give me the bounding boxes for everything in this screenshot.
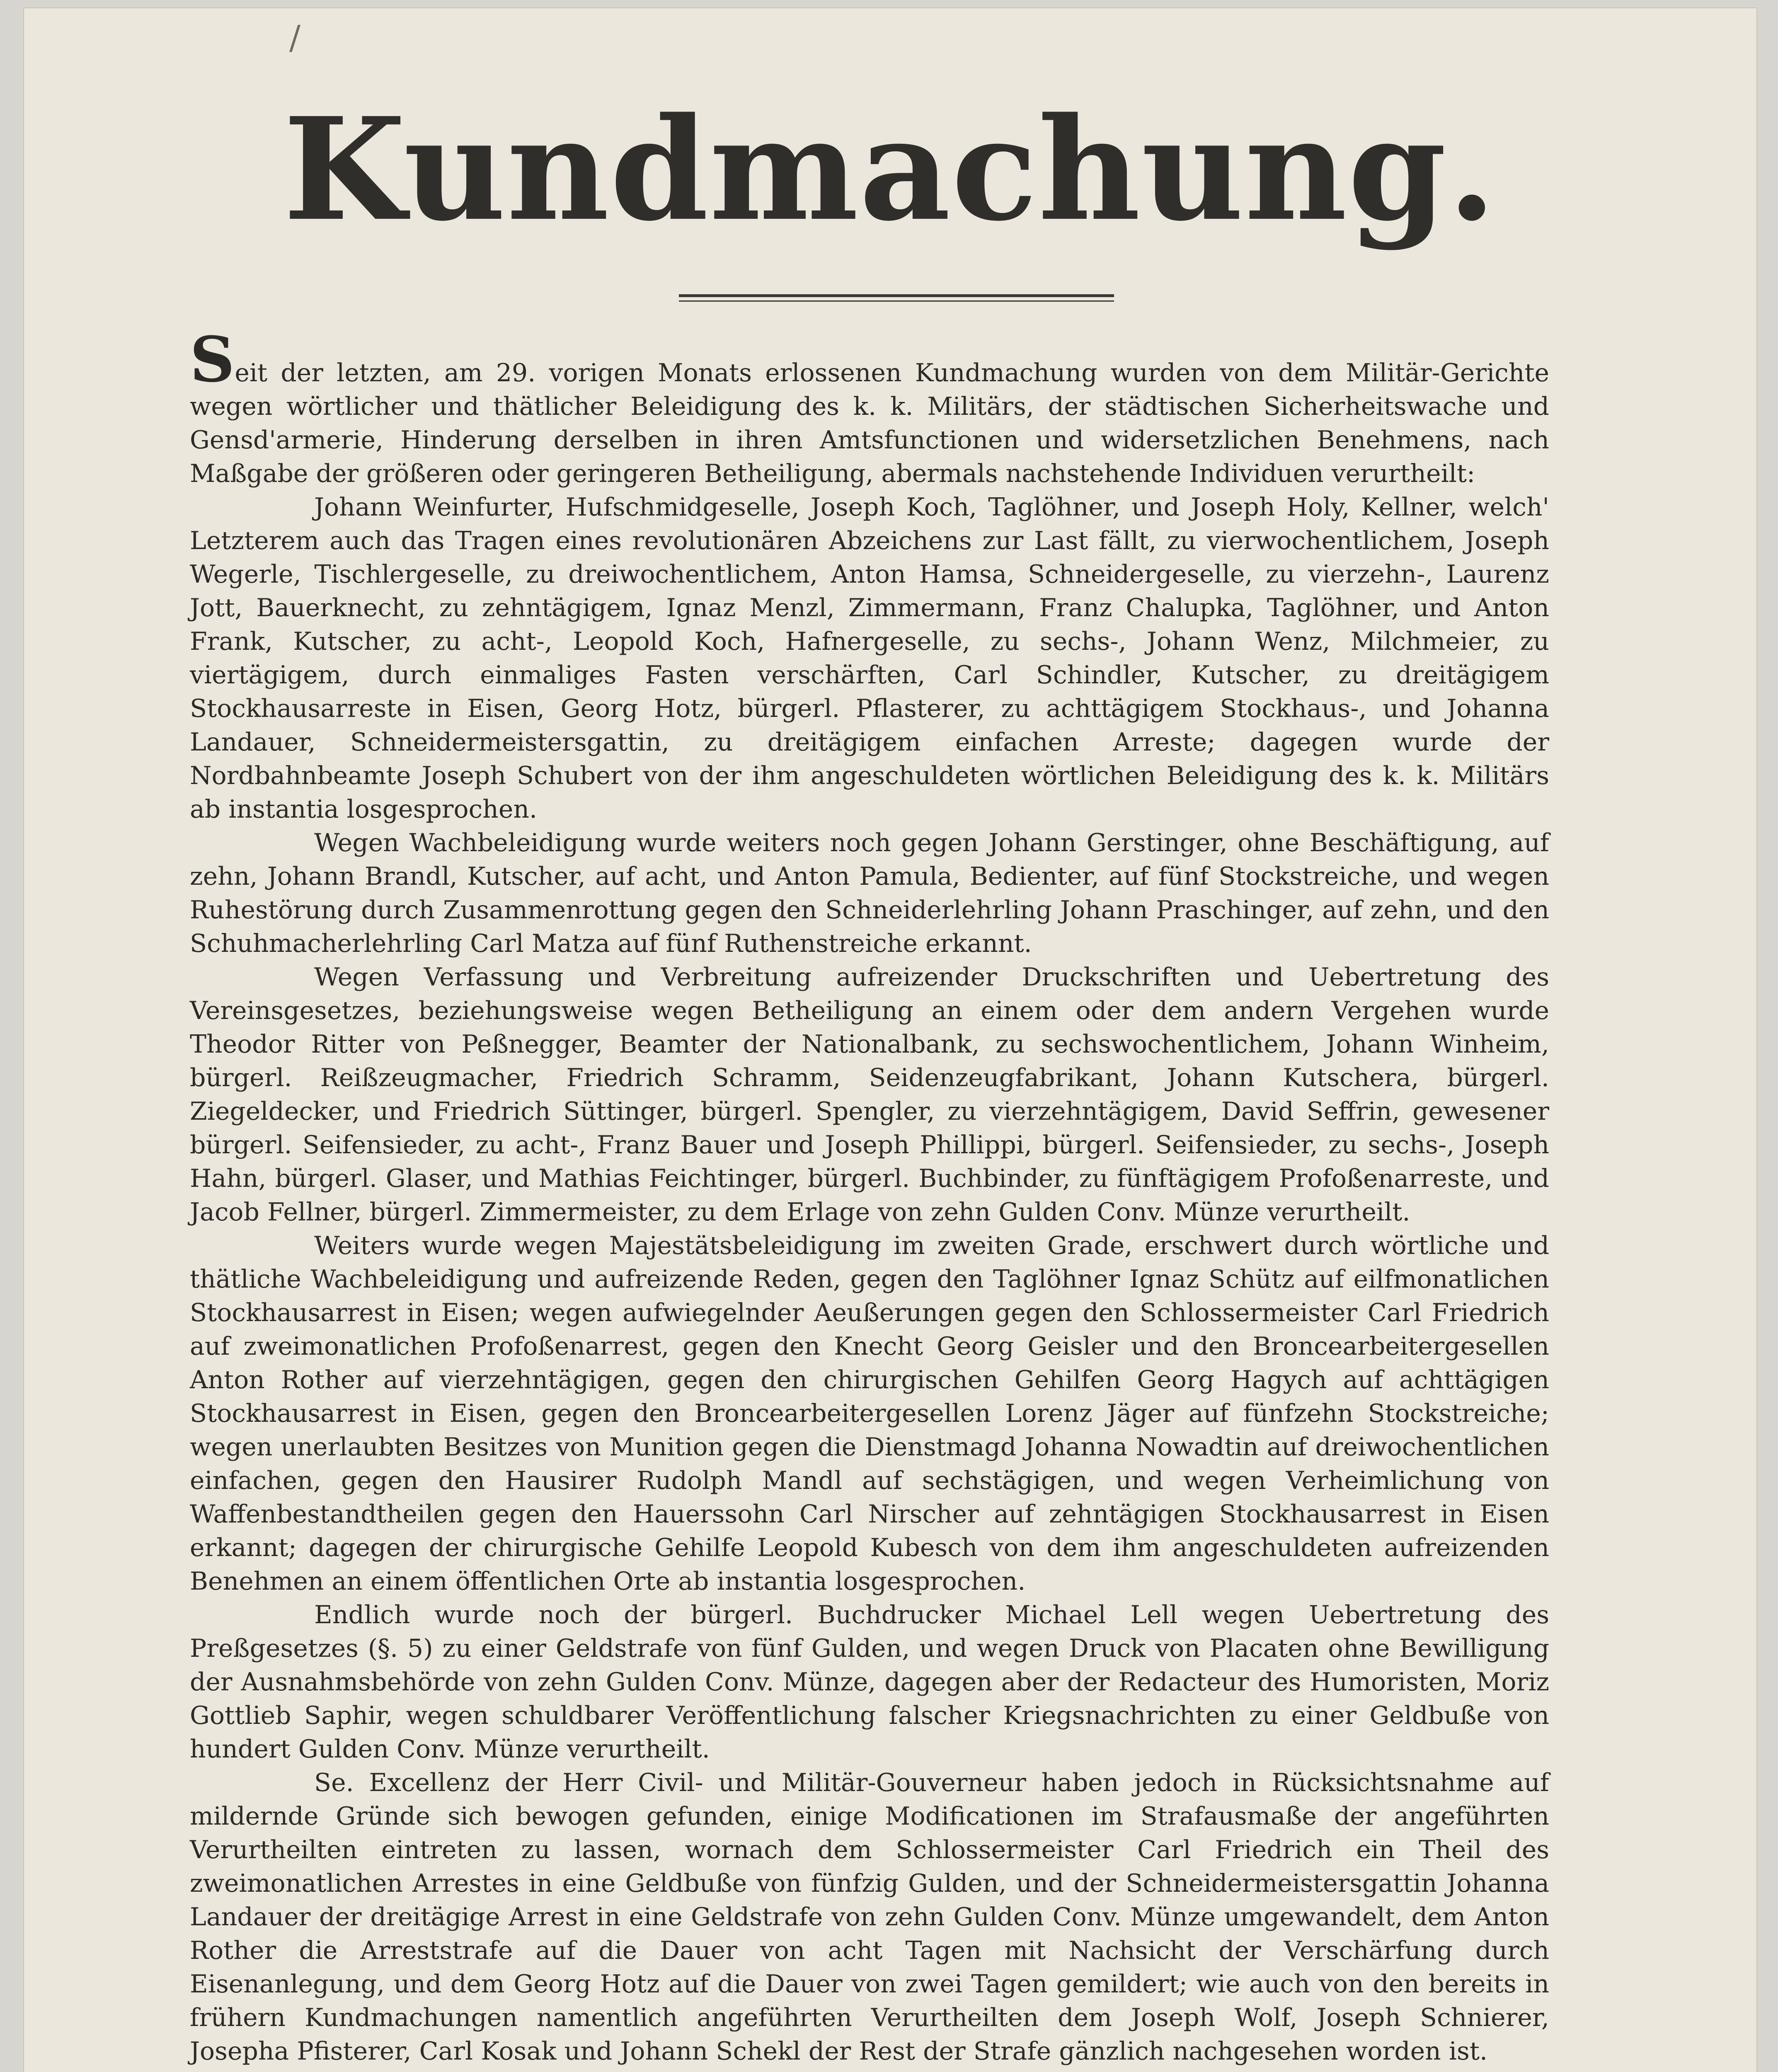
pencil-mark: / xyxy=(289,18,300,57)
proclamation-body xyxy=(190,323,1549,2068)
paragraph-3: Wegen Wachbeleidigung wurde weiters noch gegen Johann Gerstinger, ohne Beschäftigung, auf zehn, Johann Brandl, Kutscher, auf acht, und Anton Pamula, Bedienter, auf fünf Stockstreiche, und wegen Ruhestörung durch Zusammenrottung gegen den Schneiderlehrling Johann Praschinger, auf zehn, und den Schuhmacherlehrling Carl Matza auf fünf Ruthenstreiche erkannt. xyxy=(190,828,1549,958)
page-title: Kundmachung. xyxy=(283,87,1497,252)
paragraph-4: Wegen Verfassung und Verbreitung aufreizender Druckschriften und Uebertretung des Vereinsgesetzes, beziehungsweise wegen Betheiligung an einem oder dem andern Vergehen wurde Theodor Ritter von Peßnegger, Beamter der Nationalbank, zu sechswochentlichem, Johann Winheim, bürgerl. Reißzeugmacher, Friedrich Schramm, Seidenzeugfabrikant, Johann Kutschera, bürgerl. Ziegeldecker, und Friedrich Süttinger, bürgerl. Spengler, zu vierzehntägigem, David Seffrin, gewesener bürgerl. Seifensieder, zu acht-, Franz Bauer und Joseph Phillippi, bürgerl. Seifensieder, zu sechs-, Joseph Hahn, bürgerl. Glaser, und Mathias Feichtinger, bürgerl. Buchbinder, zu fünftägigem Profoßenarreste, und Jacob Fellner, bürgerl. Zimmermeister, zu dem Erlage von zehn Gulden Conv. Münze verurtheilt. xyxy=(190,963,1549,1227)
poster-sheet xyxy=(24,8,1756,2072)
title-divider xyxy=(679,294,1114,302)
paragraph-5: Weiters wurde wegen Majestätsbeleidigung im zweiten Grade, erschwert durch wörtliche und thätliche Wachbeleidigung und aufreizende Reden, gegen den Taglöhner Ignaz Schütz auf eilfmonatlichen Stockhausarrest in Eisen; wegen aufwiegelnder Aeußerungen gegen den Schlossermeister Carl Friedrich auf zweimonatlichen Profoßenarrest, gegen den Knecht Georg Geisler und den Broncearbeitergesellen Anton Rother auf vierzehntägigen, gegen den chirurgischen Gehilfen Georg Hagych auf achttägigen Stockhausarrest in Eisen, gegen den Broncearbeitergesellen Lorenz Jäger auf fünfzehn Stockstreiche; wegen unerlaubten Besitzes von Munition gegen die Dienstmagd Johanna Nowadtin auf dreiwochentlichen einfachen, gegen den Hausirer Rudolph Mandl auf sechstägigen, und wegen Verheimlichung von Waffenbestandtheilen gegen den Hauerssohn Carl Nirscher auf zehntägigen Stockhausarrest in Eisen erkannt; dagegen der chirurgische Gehilfe Leopold Kubesch von dem ihm angeschuldeten aufreizenden Benehmen an einem öffentlichen Orte ab instantia losgesprochen. xyxy=(190,1231,1549,1596)
drop-cap: S xyxy=(190,323,235,396)
paragraph-7: Se. Excellenz der Herr Civil- und Militär-Gouverneur haben jedoch in Rücksichtsnahme auf mildernde Gründe sich bewogen gefunden, einige Modificationen im Strafausmaße der angeführten Verurtheilten eintreten zu lassen, wornach dem Schlossermeister Carl Friedrich ein Theil des zweimonatlichen Arrestes in eine Geldbuße von fünfzig Gulden, und der Schneidermeistersgattin Johanna Landauer der dreitägige Arrest in eine Geldstrafe von zehn Gulden Conv. Münze umgewandelt, dem Anton Rother die Arreststrafe auf die Dauer von acht Tagen mit Nachsicht der Verschärfung durch Eisenanlegung, und dem Georg Hotz auf die Dauer von zwei Tagen gemildert; wie auch von den bereits in frühern Kundmachungen namentlich angeführten Verurtheilten dem Joseph Wolf, Joseph Schnierer, Josepha Pfisterer, Carl Kosak und Johann Schekl der Rest der Strafe gänzlich nachgesehen worden ist. xyxy=(190,1768,1549,2066)
paragraph-1-text: eit der letzten, am 29. vorigen Monats erlossenen Kundmachung wurden von dem Militär-Gerichte wegen wörtlicher und thätlicher Beleidigung des k. k. Militärs, der städtischen Sicherheitswache und Gensd'armerie, Hinderung derselben in ihren Amtsfunctionen und widersetzlichen Benehmens, nach Maßgabe der größeren oder geringeren Betheiligung, abermals nachstehende Individuen verurtheilt: xyxy=(190,358,1549,488)
paragraph-1 xyxy=(190,323,1549,491)
paragraph-6: Endlich wurde noch der bürgerl. Buchdrucker Michael Lell wegen Uebertretung des Preßgesetzes (§. 5) zu einer Geldstrafe von fünf Gulden, und wegen Druck von Placaten ohne Bewilligung der Ausnahmsbehörde von zehn Gulden Conv. Münze, dagegen aber der Redacteur des Humoristen, Moriz Gottlieb Saphir, wegen schuldbarer Veröffentlichung falscher Kriegsnachrichten zu einer Geldbuße von hundert Gulden Conv. Münze verurtheilt. xyxy=(190,1600,1549,1764)
paragraph-2: Johann Weinfurter, Hufschmidgeselle, Joseph Koch, Taglöhner, und Joseph Holy, Kellner, welch' Letzterem auch das Tragen eines revolutionären Abzeichens zur Last fällt, zu vierwochentlichem, Joseph Wegerle, Tischlergeselle, zu dreiwochentlichem, Anton Hamsa, Schneidergeselle, zu vierzehn-, Laurenz Jott, Bauerknecht, zu zehntägigem, Ignaz Menzl, Zimmermann, Franz Chalupka, Taglöhner, und Anton Frank, Kutscher, zu acht-, Leopold Koch, Hafnergeselle, zu sechs-, Johann Wenz, Milchmeier, zu viertägigem, durch einmaliges Fasten verschärften, Carl Schindler, Kutscher, zu dreitägigem Stockhausarreste in Eisen, Georg Hotz, bürgerl. Pflasterer, zu achttägigem Stockhaus-, und Johanna Landauer, Schneidermeistersgattin, zu dreitägigem einfachen Arreste; dagegen wurde der Nordbahnbeamte Joseph Schubert von der ihm angeschuldeten wörtlichen Beleidigung des k. k. Militärs ab instantia losgesprochen. xyxy=(190,493,1549,824)
